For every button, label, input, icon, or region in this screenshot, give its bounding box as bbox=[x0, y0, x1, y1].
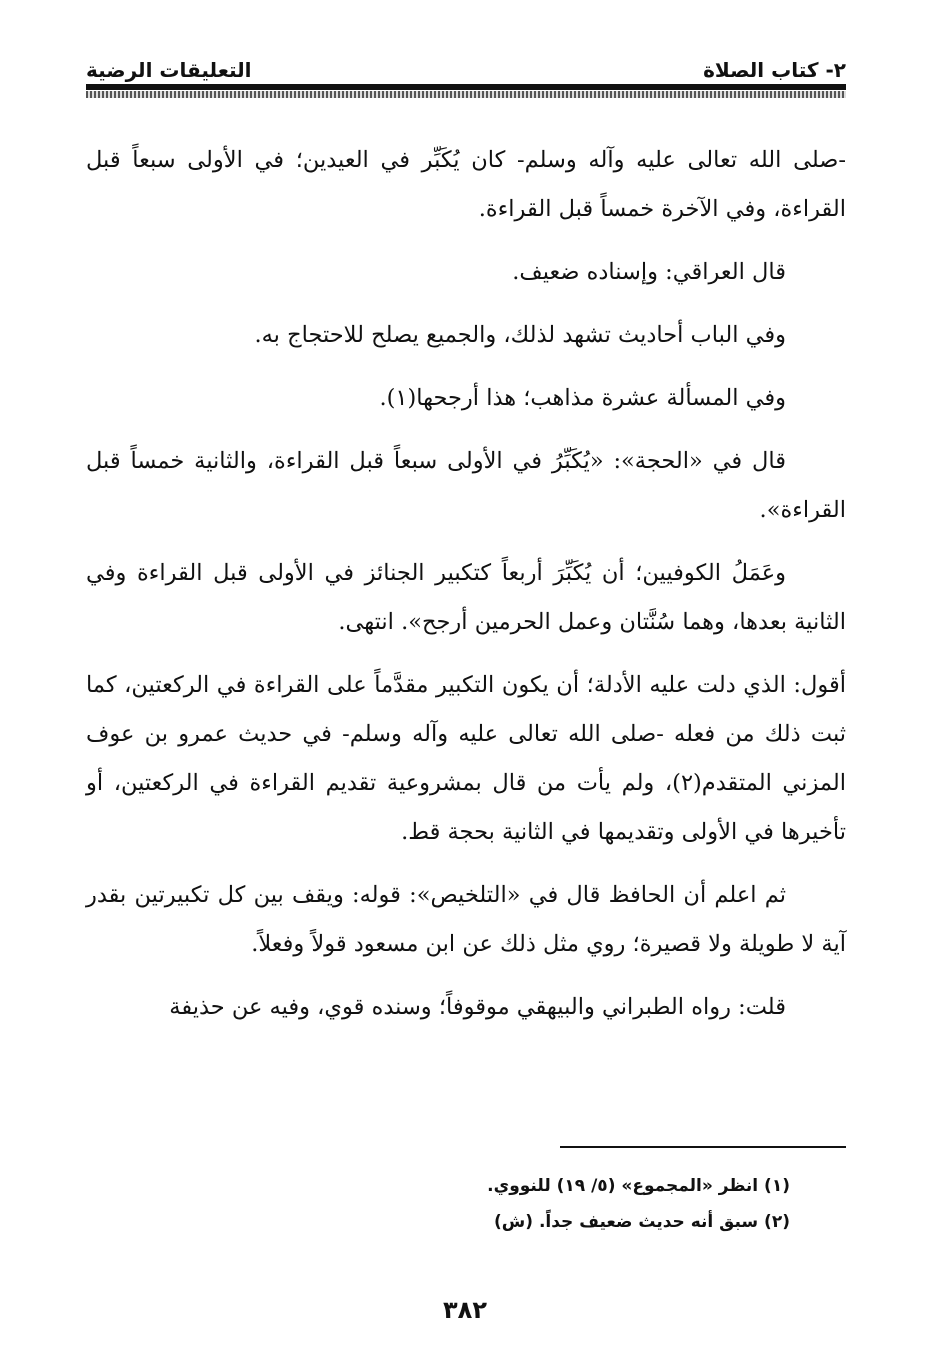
footnote-rule bbox=[560, 1146, 846, 1148]
header-rule bbox=[86, 84, 846, 90]
footnotes bbox=[190, 1168, 790, 1240]
paragraph: ثم اعلم أن الحافظ قال في «التلخيص»: قوله: ويقف بين كل تكبيرتين بقدر آية لا طويلة ولا قصيرة؛ روي مثل ذلك عن ابن مسعود قولاً وفعلاً. bbox=[86, 882, 846, 957]
footnote: (٢) سبق أنه حديث ضعيف جداً. (ش) bbox=[494, 1212, 790, 1232]
paragraph: أقول: الذي دلت عليه الأدلة؛ أن يكون التكبير مقدَّماً على القراءة في الركعتين، كما ثبت ذلك من فعله -صلى الله تعالى عليه وآله وسلم- في حديث عمرو بن عوف المزني المتقدم(٢)، ولم يأت من قال بمشروعية تقديم القراءة في الركعتين، أو تأخيرها في الأولى وتقديمها في الثانية بحجة قط. bbox=[86, 672, 846, 845]
paragraph: قال العراقي: وإسناده ضعيف. bbox=[512, 259, 786, 285]
paragraph: وفي الباب أحاديث تشهد لذلك، والجميع يصلح للاحتجاج به. bbox=[254, 322, 786, 348]
footnote: (١) انظر «المجموع» (٥/ ١٩) للنووي. bbox=[487, 1176, 790, 1196]
book-title: التعليقات الرضية bbox=[86, 58, 252, 82]
body-text bbox=[86, 136, 846, 1046]
chapter-title: ٢- كتاب الصلاة bbox=[703, 58, 846, 82]
paragraph: قلت: رواه الطبراني والبيهقي موقوفاً؛ وسنده قوي، وفيه عن حذيفة bbox=[169, 994, 786, 1020]
paragraph: قال في «الحجة»: «يُكَبِّرُ في الأولى سبعاً قبل القراءة، والثانية خمساً قبل القراءة». bbox=[86, 448, 846, 523]
running-header bbox=[86, 52, 846, 82]
paragraph: -صلى الله تعالى عليه وآله وسلم- كان يُكَبِّر في العيدين؛ في الأولى سبعاً قبل القراءة، وفي الآخرة خمساً قبل القراءة. bbox=[86, 147, 846, 222]
header-dotted-rule bbox=[86, 91, 846, 98]
paragraph: وفي المسألة عشرة مذاهب؛ هذا أرجحها(١). bbox=[379, 385, 786, 411]
paragraph: وعَمَلُ الكوفيين؛ أن يُكَبِّرَ أربعاً كتكبير الجنائز في الأولى قبل القراءة وفي الثانية بعدها، وهما سُنَّتان وعمل الحرمين أرجح». انتهى. bbox=[86, 560, 846, 635]
page-number: ٣٨٢ bbox=[443, 1296, 487, 1324]
